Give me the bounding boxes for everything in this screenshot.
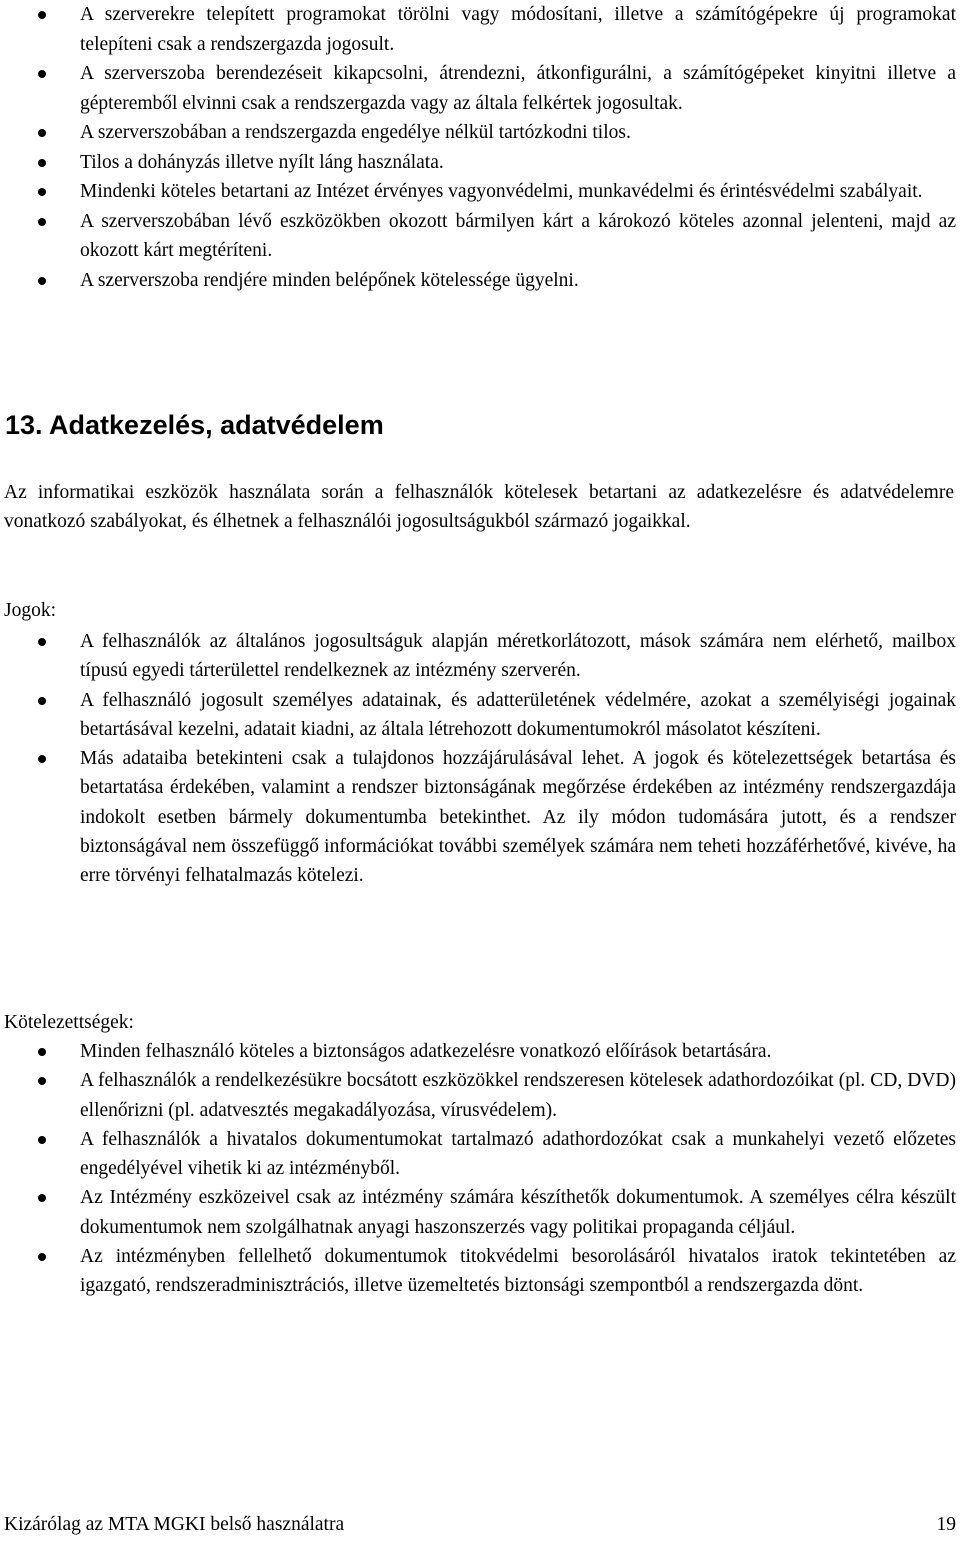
list-item-text: A felhasználók a rendelkezésükre bocsátott eszközökkel rendszeresen kötelesek adathordozóikat (pl. CD, DVD) ellenőrizni (pl. adatvesztés megakadályozása, vírusvédelem). (80, 1070, 956, 1121)
list-item-text: A felhasználók az általános jogosultságuk alapján méretkorlátozott, mások számára nem elérhető, mailbox típusú egyedi tárterülettel rendelkeznek az intézmény szerverén. (80, 631, 956, 682)
list-item (0, 1066, 960, 1125)
section-intro: Az informatikai eszközök használata során a felhasználók kötelesek betartani az adatkezelésre és adatvédelemre vonatkozó szabályokat, és élhetnek a felhasználói jogosultságukból származó jogaikkal. (4, 482, 954, 533)
rights-label: Jogok: (4, 600, 57, 621)
bullet-icon (38, 159, 46, 167)
list-item-text: A szerverszobában lévő eszközökben okozott bármilyen kárt a károkozó köteles azonnal jelenteni, majd az okozott kárt megtéríteni. (80, 210, 956, 261)
server-room-rules-list (0, 0, 960, 295)
list-item (0, 118, 960, 148)
list-item (0, 177, 960, 207)
bullet-icon (38, 1194, 46, 1202)
duties-label: Kötelezettségek: (4, 1012, 134, 1033)
list-item-text: A szerverszoba berendezéseit kikapcsolni, átrendezni, átkonfigurálni, a számítógépeket kinyitni illetve a gépteremből elvinni csak a rendszergazda vagy az általa felkértek jogosultak. (80, 63, 956, 114)
list-item-text: Az Intézmény eszközeivel csak az intézmény számára készíthetők dokumentumok. A személyes célra készült dokumentumok nem szolgálhatnak anyagi haszonszerzés vagy politikai propaganda céljául. (80, 1187, 956, 1238)
list-item (0, 744, 960, 890)
list-item-text: A felhasználó jogosult személyes adatainak, és adatterületének védelmére, azokat a személyiségi jogainak betartásával kezelni, adatait kiadni, az általa létrehozott dokumentumokról másolatot készíteni. (80, 689, 956, 740)
list-item (0, 1242, 960, 1301)
list-item (0, 1037, 960, 1066)
list-item-text: A szerverekre telepített programokat törölni vagy módosítani, illetve a számítógépekre új programokat telepíteni csak a rendszergazda jogosult. (80, 4, 956, 55)
bullet-icon (38, 1136, 46, 1144)
list-item (0, 0, 960, 59)
bullet-icon (38, 1077, 46, 1085)
list-item-text: Az intézményben fellelhető dokumentumok titokvédelmi besorolásáról hivatalos iratok tekintetében az igazgató, rendszeradminisztrációs, illetve üzemeltetés biztonsági szempontból a rendszergazda dönt. (80, 1246, 956, 1297)
list-item (0, 266, 960, 296)
list-item-text: A szerverszobában a rendszergazda engedélye nélkül tartózkodni tilos. (80, 122, 631, 143)
footer-text: Kizárólag az MTA MGKI belső használatra (4, 1514, 345, 1535)
bullet-icon (38, 697, 46, 705)
list-item (0, 1183, 960, 1242)
rights-list (0, 627, 960, 891)
bullet-icon (38, 218, 46, 226)
list-item (0, 59, 960, 118)
bullet-icon (38, 638, 46, 646)
page-footer (4, 1512, 956, 1538)
list-item (0, 207, 960, 266)
list-item (0, 686, 960, 745)
list-item-text: Mindenki köteles betartani az Intézet érvényes vagyonvédelmi, munkavédelmi és érintésvédelmi szabályait. (80, 181, 923, 202)
page-number: 19 (936, 1514, 956, 1535)
bullet-icon (38, 277, 46, 285)
list-item-text: A felhasználók a hivatalos dokumentumokat tartalmazó adathordozókat csak a munkahelyi vezető előzetes engedélyével vihetik ki az intézményből. (80, 1128, 956, 1180)
list-item-text: Más adataiba betekinteni csak a tulajdonos hozzájárulásával lehet. A jogok és kötelezettségek betartása és betartatása érdekében, valamint a rendszer biztonságának megőrzése érdekében az intézmény rendszergazdája indokolt esetben bármely dokumentumba betekinthet. Az ily módon tudomására jutott, és a rendszer biztonságával nem összefüggő információkat további személyek számára nem teheti hozzáférhetővé, kivéve, ha erre törvényi felhatalmazás kötelezi. (80, 748, 956, 887)
bullet-icon (38, 1048, 46, 1056)
bullet-icon (38, 11, 46, 19)
bullet-icon (38, 188, 46, 196)
bullet-icon (38, 1253, 46, 1261)
list-item (0, 148, 960, 178)
list-item-text: Minden felhasználó köteles a biztonságos adatkezelésre vonatkozó előírások betartására. (80, 1041, 772, 1062)
list-item-text: Tilos a dohányzás illetve nyílt láng használata. (80, 151, 444, 173)
bullet-icon (38, 129, 46, 137)
list-item (0, 1125, 960, 1184)
list-item (0, 627, 960, 686)
duties-list (0, 1037, 960, 1301)
bullet-icon (38, 70, 46, 78)
section-heading: 13. Adatkezelés, adatvédelem (5, 410, 384, 440)
list-item-text: A szerverszoba rendjére minden belépőnek kötelessége ügyelni. (80, 269, 579, 291)
bullet-icon (38, 755, 46, 763)
